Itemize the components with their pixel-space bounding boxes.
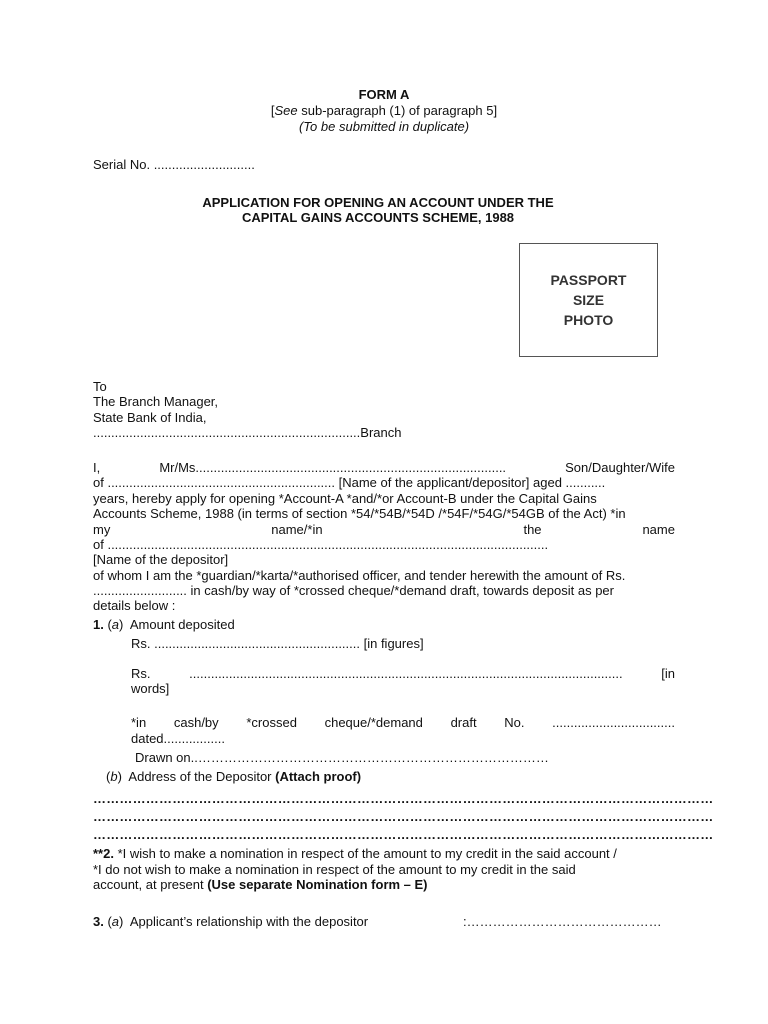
item1-header: 1. (a) Amount deposited xyxy=(93,617,235,632)
ref-rest: sub-paragraph (1) of paragraph 5] xyxy=(297,103,498,118)
item3-line: 3. (a) Applicant’s relationship with the depositor xyxy=(93,914,369,929)
item1-number: 1. xyxy=(93,617,104,632)
para-l5-c: the xyxy=(523,522,542,537)
address-bank: State Bank of India, xyxy=(93,410,207,425)
item2-l3-b: (Use separate Nomination form – E) xyxy=(207,877,428,892)
address-branch: ..........................................................................Branch xyxy=(93,425,402,440)
para-line-7: [Name of the depositor] xyxy=(93,552,229,567)
item3-dots: :……………………………………… xyxy=(463,914,662,929)
cash-a: *in xyxy=(131,715,147,730)
para-line-10: details below : xyxy=(93,598,176,613)
address-line-1: …………………………………………………………………………………………………………………………… xyxy=(93,791,714,806)
item3-number: 3. xyxy=(93,914,104,929)
para-line-3: years, hereby apply for opening *Account-A *and/*or Account-B under the Capital Gains xyxy=(93,491,597,506)
item3-sub-a: a xyxy=(111,914,120,929)
address-manager: The Branch Manager, xyxy=(93,394,219,409)
item2-l3-a: account, at present xyxy=(93,877,208,892)
address-line-2: …………………………………………………………………………………………………………………………… xyxy=(93,809,714,824)
para-l5-d: name xyxy=(642,522,675,537)
item1-sub-b: b xyxy=(110,769,118,784)
item1-rs-words-cont: words] xyxy=(131,681,170,696)
para-line-6: of .......................................................................................................................... xyxy=(93,537,549,552)
ref-see: See xyxy=(274,103,298,118)
item2-line-3 xyxy=(93,877,428,893)
item2-number: **2. xyxy=(93,846,114,861)
item3-label: Applicant’s relationship with the depositor xyxy=(129,914,369,929)
address-proof: (Attach proof) xyxy=(275,769,362,784)
rs-words-c: [in xyxy=(661,666,675,681)
item1-label: Amount deposited xyxy=(129,617,235,632)
form-heading-line1: APPLICATION FOR OPENING AN ACCOUNT UNDER THE xyxy=(202,195,554,210)
form-title: FORM A xyxy=(358,87,410,102)
cash-c: *crossed xyxy=(246,715,297,730)
para-line-1 xyxy=(93,460,675,476)
item1b-address: (b) Address of the Depositor (Attach proof) xyxy=(106,769,362,784)
rs-words-b: ........................................................................................................................ xyxy=(189,666,623,681)
form-heading-line2: CAPITAL GAINS ACCOUNTS SCHEME, 1988 xyxy=(241,210,515,225)
passport-photo-box xyxy=(519,243,658,357)
photo-label-2: SIZE xyxy=(572,292,605,308)
address-label: Address of the Depositor xyxy=(128,769,276,784)
item1-sub-a: a xyxy=(111,617,120,632)
cash-d: cheque/*demand xyxy=(324,715,423,730)
para-line-9: .......................... in cash/by way of *crossed cheque/*demand draft, towards deposit as per xyxy=(93,583,614,598)
para-l1-c: Son/Daughter/Wife xyxy=(565,460,675,475)
item1-rs-words-line xyxy=(131,666,675,682)
item2-l1: *I wish to make a nomination in respect of the amount to my credit in the said account / xyxy=(113,846,617,861)
cash-b: cash/by xyxy=(173,715,219,730)
rs-words-a: Rs. xyxy=(131,666,151,681)
para-line-4: Accounts Scheme, 1988 (in terms of section *54/*54B/*54D /*54F/*54G/*54GB of the Act) *in xyxy=(93,506,626,521)
address-to: To xyxy=(93,379,107,394)
ref-open: [ xyxy=(270,103,275,118)
address-line-3: …………………………………………………………………………………………………………………………… xyxy=(93,827,714,842)
item1-cash-line xyxy=(131,715,675,731)
item1-dated: dated................. xyxy=(131,731,225,746)
photo-label-1: PASSPORT xyxy=(550,272,627,288)
cash-e: draft xyxy=(450,715,477,730)
para-line-2: of ............................................................... [Name of the applicant/depositor] aged ........... xyxy=(93,475,606,490)
para-l1-a: I, xyxy=(93,460,101,475)
form-duplicate-note: (To be submitted in duplicate) xyxy=(298,119,470,134)
para-line-5 xyxy=(93,522,675,538)
para-line-8: of whom I am the *guardian/*karta/*authorised officer, and tender herewith the amount of Rs. xyxy=(93,568,626,583)
para-l5-b: name/*in xyxy=(271,522,323,537)
photo-label-3: PHOTO xyxy=(563,312,614,328)
cash-g: .................................. xyxy=(552,715,675,730)
item1-rs-figures: Rs. ......................................................... [in figures] xyxy=(131,636,424,651)
para-l1-b: Mr/Ms...................................................................................... xyxy=(159,460,507,475)
item2-line-2: *I do not wish to make a nomination in respect of the amount to my credit in the said xyxy=(93,862,576,877)
item2-line-1 xyxy=(93,846,617,862)
item1-drawn-on: Drawn on..……………………………………………………………………… xyxy=(135,750,549,765)
para-l5-a: my xyxy=(93,522,111,537)
cash-f: No. xyxy=(504,715,525,730)
form-reference xyxy=(0,103,768,119)
serial-number: Serial No. ............................ xyxy=(93,157,255,172)
